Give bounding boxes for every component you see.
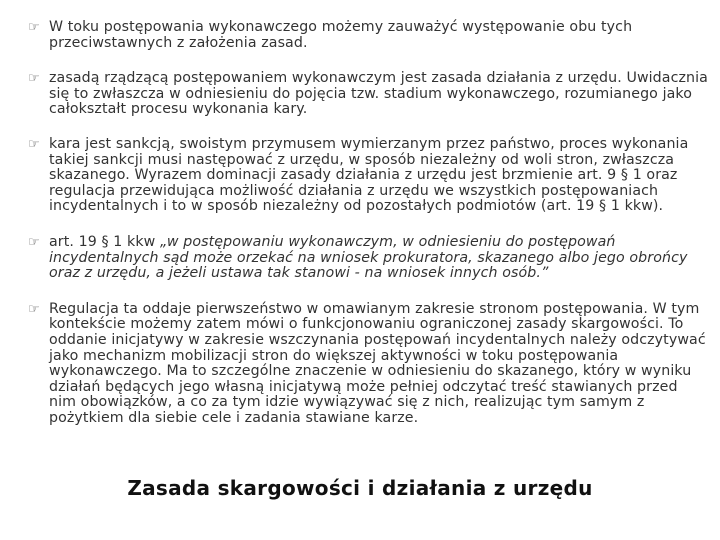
pointing-hand-icon: ☞ xyxy=(28,71,40,87)
pointing-hand-icon: ☞ xyxy=(28,20,40,35)
bullet-text: kara jest sankcją, swoistym przymusem wymierzanym przez państwo, proces wykonania takiej sankcji musi następować z urzędu, w sposób niezależny od woli stron, zwłaszcza skazanego. Wyrazem dominacji zasady działania z urzędu jest brzmienie art. 9 § 1 oraz regulacja przewidująca możliwość działania z urzędu we wszystkich postępowaniach incydentalnych i to w sposób niezależny od pozostałych podmiotów (art. 19 § 1 kkw). xyxy=(49,135,689,215)
bullet-item-3 xyxy=(28,137,708,215)
pointing-hand-icon: ☞ xyxy=(28,234,40,250)
bullet-text: W toku postępowania wykonawczego możemy zauważyć występowanie obu tych przeciwstawnych z założenia zasad. xyxy=(49,19,633,51)
bullet-text: zasadą rządzącą postępowaniem wykonawczym jest zasada działania z urzędu. Uwidacznia się to zwłaszcza w odniesieniu do pojęcia tzw. stadium wykonawczego, rozumianego jako całokształt procesu wykonania kary. xyxy=(49,70,708,118)
slide-heading: Zasada skargowości i działania z urzędu xyxy=(127,476,593,500)
bullet-item-2 xyxy=(28,71,708,118)
bullet-list xyxy=(28,20,708,426)
bullet-text-prefix: art. 19 § 1 kkw xyxy=(49,233,160,250)
bullet-text: Regulacja ta oddaje pierwszeństwo w omawianym zakresie stronom postępowania. W tym kontekście możemy zatem mówi o funkcjonowaniu ograniczonej zasady skargowości. To oddanie inicjatywy w zakresie wszczynania postępowań incydentalnych należy odczytywać jako mechanizm mobilizacji stron do większej aktywności w toku postępowania wykonawczego. Ma to szczególne znaczenie w odniesieniu do skazanego, który w wyniku działań będących jego własną inicjatywą może pełniej odczytać treść stawianych przed nim obowiązków, a co za tym idzie wywiązywać się z nich, realizując tym samym z pożytkiem dla siebie cele i zadania stawiane karze. xyxy=(49,300,706,426)
bullet-item-1 xyxy=(28,20,708,51)
legal-quote: „w postępowaniu wykonawczym, w odniesieniu do postępowań incydentalnych sąd może orzekać na wniosek prokuratora, skazanego albo jego obrońcy oraz z urzędu, a jeżeli ustawa tak stanowi - na wniosek innych osób.” xyxy=(49,233,688,282)
pointing-hand-icon: ☞ xyxy=(28,301,40,317)
bullet-item-5 xyxy=(28,302,708,427)
bullet-item-4 xyxy=(28,235,708,282)
pointing-hand-icon: ☞ xyxy=(28,136,40,152)
